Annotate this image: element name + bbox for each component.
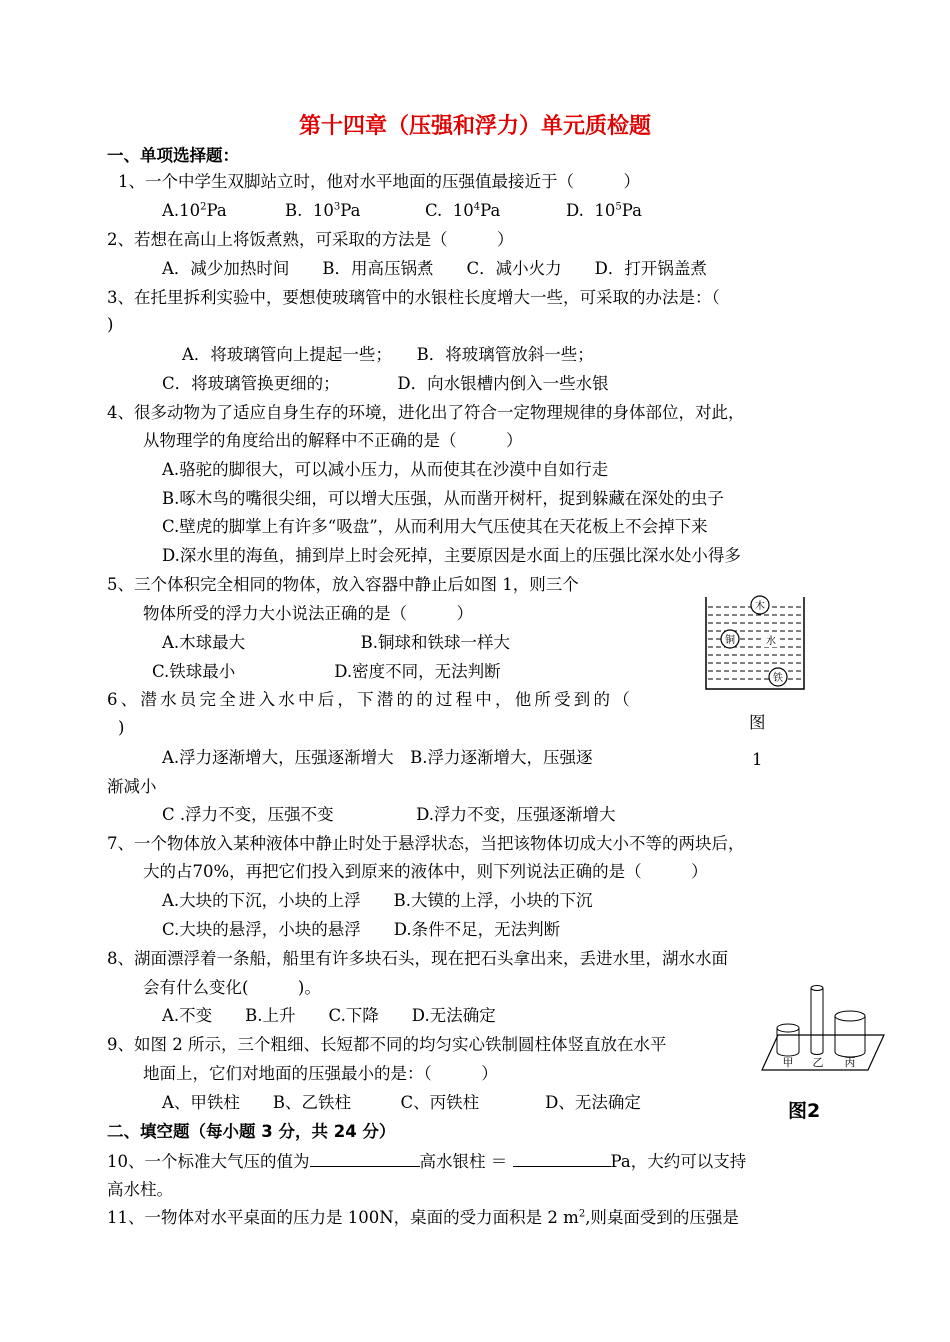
question-6-options-cd: C .浮力不变，压强不变 D.浮力不变，压强逐渐增大 [162, 805, 616, 824]
question-1-option-a: $A.10^2Pa$ [162, 201, 227, 220]
question-6-stem-cont: ) [118, 718, 125, 737]
question-4-stem: 4、很多动物为了适应自身生存的环境，进化出了符合一定物理规律的身体部位，对此， [107, 403, 745, 422]
question-5-stem: 5、三个体积完全相同的物体，放入容器中静止后如图 1，则三个 [107, 575, 579, 594]
question-2-options: A．减少加热时间 B．用高压锅煮 C．减小火力 D．打开锅盖煮 [162, 259, 707, 278]
question-6-options-ab-cont: 渐减小 [107, 777, 157, 796]
page-title: 第十四章（压强和浮力）单元质检题 [298, 114, 651, 139]
wood-ball-label: 木 [755, 601, 765, 612]
question-3-stem: 3、在托里拆利实验中，要想使玻璃管中的水银柱长度增大一些，可采取的办法是：（ [107, 288, 720, 307]
question-7-options-ab: A.大块的下沉，小块的上浮 B.大镆的上浮，小块的下沉 [162, 891, 593, 910]
question-1-option-c: C. $10^4Pa$ [425, 201, 501, 220]
question-6-stem: 6、潜水员完全进入水中后，下潜的的过程中，他所受到的（ [107, 690, 633, 709]
question-10-line: 10、一个标准大气压的值为 高水银柱 ＝ Pa，大约可以支持 [107, 1152, 747, 1171]
question-4-option-a: A.骆驼的脚很大，可以减小压力，从而使其在沙漠中自如行走 [162, 460, 609, 479]
blank-1[interactable] [310, 1150, 420, 1167]
blank-2[interactable] [513, 1150, 611, 1167]
question-1-option-b: B. $10^3Pa$ [285, 201, 361, 220]
question-4-option-c: C.壁虎的脚掌上有许多“吸盘”，从而利用大气压使其在天花板上不会掉下来 [162, 517, 708, 536]
question-4-option-d: D.深水里的海鱼，捕到岸上时会死掉，主要原因是水面上的压强比深水处小得多 [162, 546, 741, 565]
question-7-stem: 7、一个物体放入某种液体中静止时处于悬浮状态，当把该物体切成大小不等的两块后， [107, 834, 745, 853]
question-8-options: A.不变 B.上升 C.下降 D.无法确定 [162, 1006, 496, 1025]
figure-1-container-diagram [700, 593, 810, 693]
question-7-options-cd: C.大块的悬浮，小块的悬浮 D.条件不足，无法判断 [162, 920, 561, 939]
question-1-option-d: D. $10^5Pa$ [566, 201, 642, 220]
question-3-stem-cont: ) [107, 315, 114, 334]
question-9-stem: 9、如图 2 所示，三个粗细、长短都不同的均匀实心铁制圆柱体竖直放在水平 [107, 1035, 667, 1054]
iron-ball-label: 铁 [773, 673, 783, 684]
question-3-options-ab: A．将玻璃管向上提起一些； B．将玻璃管放斜一些； [182, 345, 594, 364]
question-11-line: 11、一物体对水平桌面的压力是 100N，桌面的受力面积是 2 $m^2$,则桌面受到的压强是 [107, 1208, 739, 1227]
label-yi: 乙 [812, 1056, 824, 1069]
question-9-options: A、甲铁柱 B、乙铁柱 C、丙铁柱 D、无法确定 [162, 1093, 641, 1112]
question-8-stem-cont: 会有什么变化( )。 [143, 978, 321, 997]
question-4-option-b: B.啄木鸟的嘴很尖细，可以增大压强，从而凿开树杆，捉到躲藏在深处的虫子 [162, 489, 724, 508]
question-8-stem: 8、湖面漂浮着一条船，船里有许多块石头，现在把石头拿出来，丢进水里，湖水水面 [107, 949, 728, 968]
question-7-stem-cont: 大的占70%，再把它们投入到原来的液体中，则下列说法正确的是（ ） [143, 862, 708, 881]
figure-1-caption-number: 1 [752, 750, 763, 769]
question-6-options-ab: A.浮力逐渐增大，压强逐渐增大 B.浮力逐渐增大，压强逐 [162, 748, 593, 767]
section-heading-choice: 一、单项选择题： [107, 146, 239, 165]
label-jia: 甲 [782, 1056, 794, 1069]
section-heading-fill: 二、填空题（每小题 3 分，共 24 分） [107, 1122, 396, 1141]
question-4-stem-cont: 从物理学的角度给出的解释中不正确的是（ ） [143, 431, 523, 450]
question-5-stem-cont: 物体所受的浮力大小说法正确的是（ ） [143, 604, 473, 623]
copper-ball-label: 铜 [725, 635, 735, 646]
figure-2-cylinders-diagram [756, 980, 886, 1075]
question-2-stem: 2、若想在高山上将饭煮熟，可采取的方法是（ ） [107, 230, 514, 249]
figure-1-caption: 图 [749, 713, 766, 732]
water-label: 水 [766, 636, 776, 647]
question-9-stem-cont: 地面上，它们对地面的压强最小的是：（ ） [143, 1064, 498, 1083]
question-5-options-ab: A.木球最大 B.铜球和铁球一样大 [162, 633, 511, 652]
question-1-stem: 1、一个中学生双脚站立时，他对水平地面的压强值最接近于（ ） [118, 172, 640, 191]
figure-2-caption: 图2 [788, 1100, 821, 1122]
question-10-line-cont: 高水柱。 [107, 1180, 173, 1199]
question-3-options-cd: C．将玻璃管换更细的； D．向水银槽内倒入一些水银 [162, 374, 609, 393]
label-bing: 丙 [844, 1056, 856, 1069]
question-5-options-cd: C.铁球最小 D.密度不同，无法判断 [152, 662, 501, 681]
